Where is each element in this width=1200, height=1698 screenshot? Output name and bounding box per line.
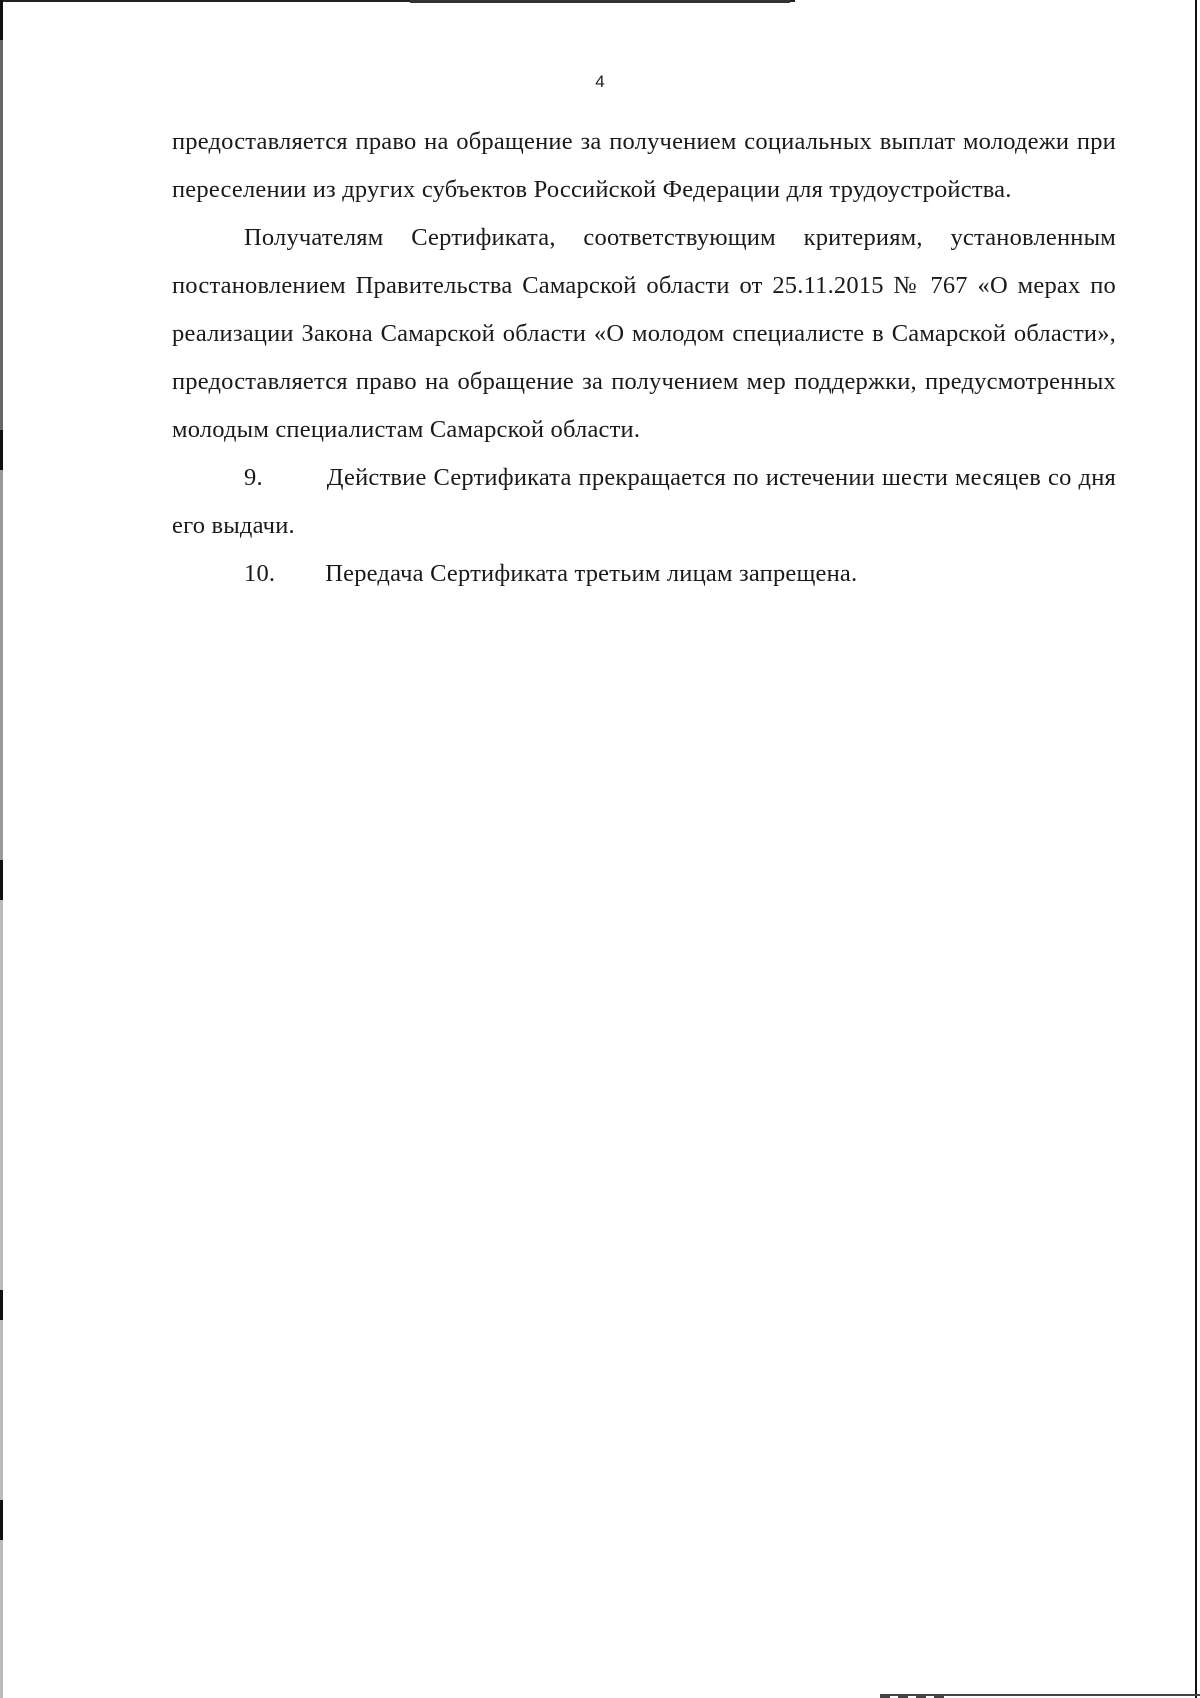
item-text: Действие Сертификата прекращается по истечении шести месяцев со дня его выдачи. — [172, 464, 1116, 539]
item-text: Передача Сертификата третьим лицам запрещена. — [325, 560, 858, 587]
paragraph-recipients: Получателям Сертификата, соответствующим критериям, установленным постановлением Правительства Самарской области от 25.11.2015 № 767 «О мерах по реализации Закона Самарской области «О молодом специалисте в Самарской области», предоставляется право на обращение за получением мер поддержки, предусмотренных молодым специалистам Самарской области. — [172, 224, 1116, 443]
document-body — [172, 118, 1116, 598]
page-number: 4 — [595, 72, 605, 91]
paragraph-item-10 — [172, 550, 1116, 598]
scan-edge-right — [1195, 0, 1197, 1698]
item-number: 10. — [244, 560, 276, 587]
paragraph-item-9 — [172, 454, 1116, 550]
item-number: 9. — [244, 464, 263, 491]
paragraph-continuation: предоставляется право на обращение за получением социальных выплат молодежи при переселении из других субъектов Российской Федерации для трудоустройства. — [172, 128, 1116, 203]
scan-edge-left — [0, 0, 3, 1698]
scan-edge-top-mark — [410, 0, 790, 3]
